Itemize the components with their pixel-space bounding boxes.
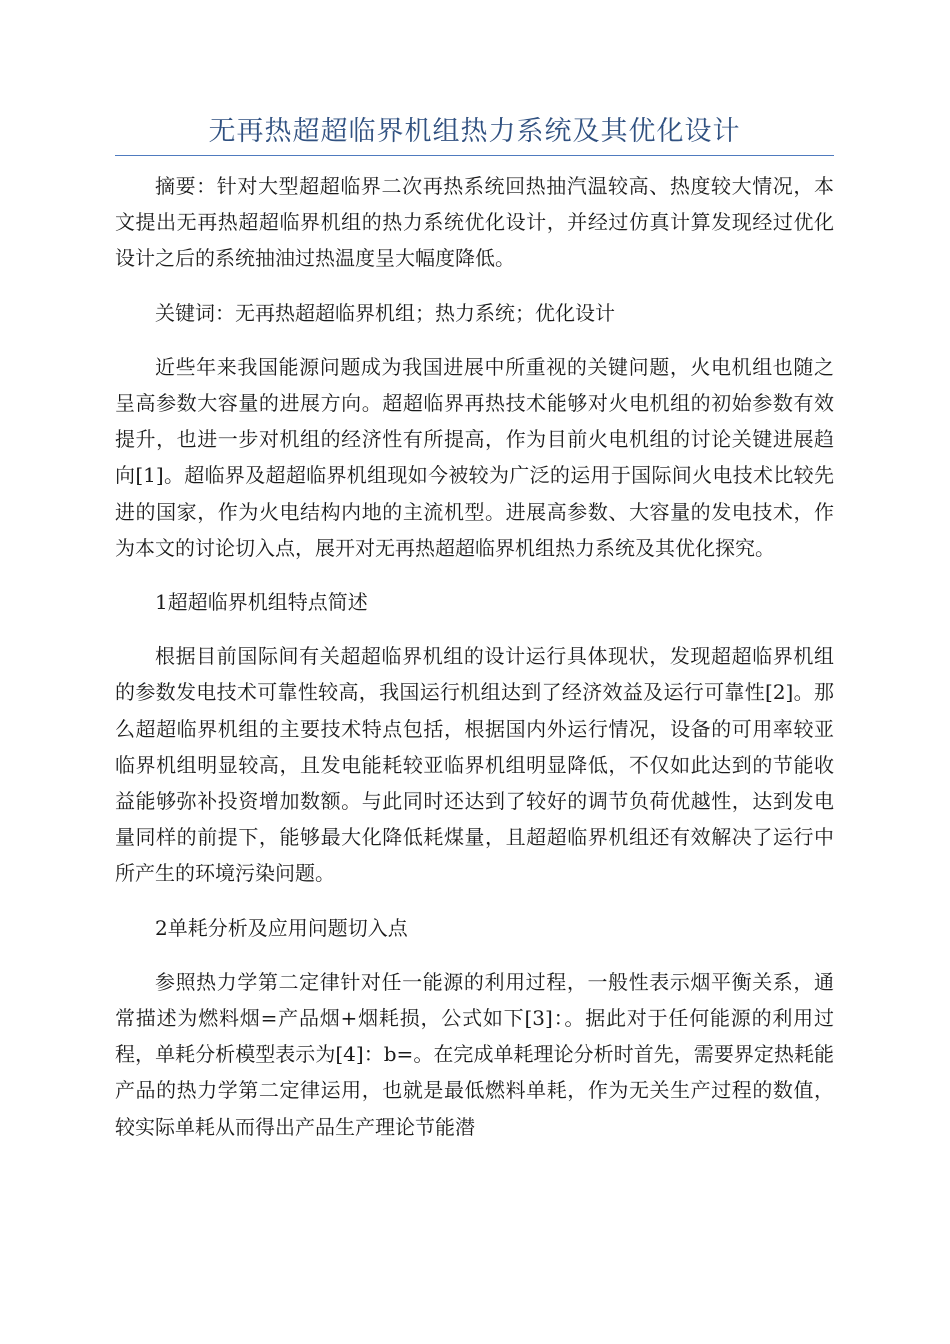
intro-paragraph: 近些年来我国能源问题成为我国进展中所重视的关键问题，火电机组也随之呈高参数大容量的进展方向。超超临界再热技术能够对火电机组的初始参数有效提升，也进一步对机组的经济性有所提高，作为目前火电机组的讨论关键进展趋向[1]。超临界及超超临界机组现如今被较为广泛的运用于国际间火电技术比较先进的国家，作为火电结构内地的主流机型。进展高参数、大容量的发电技术，作为本文的讨论切入点，展开对无再热超超临界机组热力系统及其优化探究。	[115, 354, 834, 560]
section-1-paragraph: 根据目前国际间有关超超临界机组的设计运行具体现状，发现超超临界机组的参数发电技术可靠性较高，我国运行机组达到了经济效益及运行可靠性[2]。那么超超临界机组的主要技术特点包括，根据国内外运行情况，设备的可用率较亚临界机组明显较高，且发电能耗较亚临界机组明显降低，不仅如此达到的节能收益能够弥补投资增加数额。与此同时还达到了较好的调节负荷优越性，达到发电量同样的前提下，能够最大化降低耗煤量，且超超临界机组还有效解决了运行中所产生的环境污染问题。	[115, 644, 834, 886]
document-title: 无再热超超临界机组热力系统及其优化设计	[208, 116, 741, 147]
section-heading-2: 2单耗分析及应用问题切入点	[155, 915, 408, 940]
title-underline	[115, 155, 834, 156]
keywords-paragraph: 关键词：无再热超超临界机组；热力系统；优化设计	[155, 300, 615, 325]
section-2-paragraph: 参照热力学第二定律针对任一能源的利用过程，一般性表示烟平衡关系，通常描述为燃料烟=产品烟+烟耗损，公式如下[3]：。据此对于任何能源的利用过程，单耗分析模型表示为[4]：b=。在完成单耗理论分析时首先，需要界定热耗能产品的热力学第二定律运用，也就是最低燃料单耗，作为无关生产过程的数值，较实际单耗从而得出产品生产理论节能潜	[115, 969, 834, 1139]
abstract-paragraph: 摘要：针对大型超超临界二次再热系统回热抽汽温较高、热度较大情况，本文提出无再热超超临界机组的热力系统优化设计，并经过仿真计算发现经过优化设计之后的系统抽油过热温度呈大幅度降低。	[115, 174, 834, 271]
document-body	[115, 168, 834, 1145]
section-heading-1: 1超超临界机组特点简述	[155, 590, 368, 615]
